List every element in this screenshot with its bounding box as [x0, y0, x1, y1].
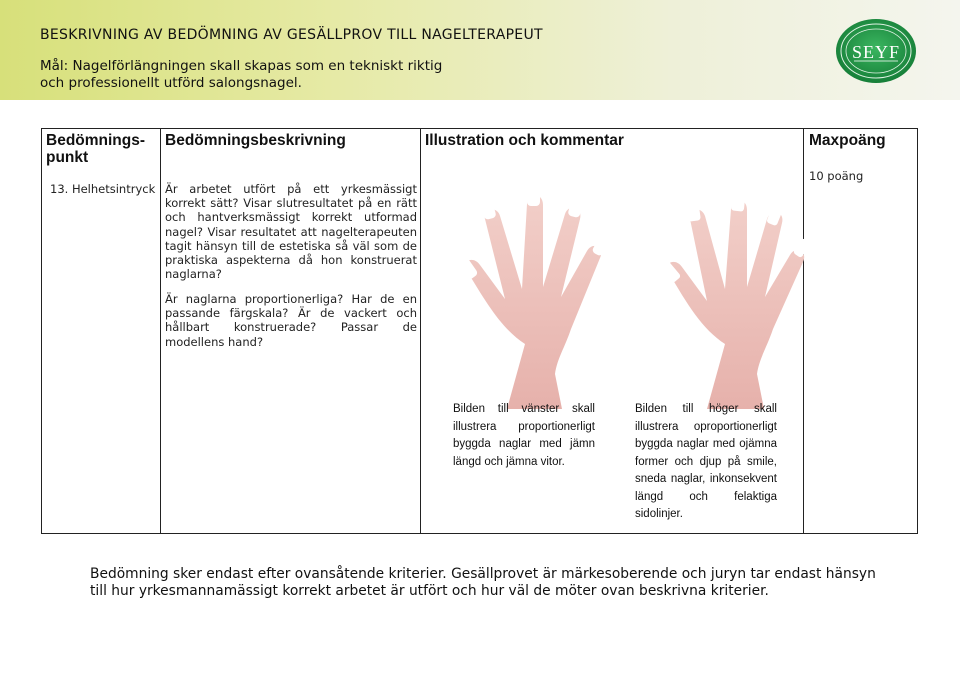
header-max: Maxpoäng — [809, 132, 886, 149]
row-point: 13. Helhetsintryck — [50, 182, 156, 196]
left-hand — [457, 184, 609, 409]
row-max-points: 10 poäng — [809, 169, 864, 183]
row-description-p1: Är arbetet utfört på ett yrkesmässigt korrekt sätt? Visar slutresultatet på en rätt och hantverksmässigt korrekt utformad nagel? Visar resultatet att nagelterapeuten tagit hänsyn till de estetiska så väl som de praktiska aspekterna då hon konstruerat naglarna? — [165, 182, 417, 282]
goal-line-1: Mål: Nagelförlängningen skall skapas som en tekniskt riktig — [40, 58, 443, 74]
assessment-table — [41, 128, 918, 534]
goal-text — [40, 58, 560, 92]
header-point: Bedömnings-punkt — [46, 132, 146, 166]
seyf-logo — [835, 17, 917, 85]
logo-text: SEYF — [851, 42, 901, 62]
row-description-p2: Är naglarna proportionerliga? Har de en passande färgskala? Är de vackert och hållbart konstruerade? Passar de modellens hand? — [165, 292, 417, 349]
column-divider — [420, 129, 421, 533]
footer-note: Bedömning sker endast efter ovansåtende kriterier. Gesällprovet är märkesoberende och juryn tar endast hänsyn till hur yrkesmannamässigt korrekt arbetet är utfört och hur väl de möter ovan beskrivna kriterier. — [90, 566, 876, 599]
goal-line-2: och professionellt utförd salongsnagel. — [40, 75, 302, 91]
column-divider — [160, 129, 161, 533]
right-hand — [657, 186, 811, 409]
caption-left: Bilden till vänster skall illustrera proportionerligt byggda naglar med jämn längd och jämna vitor. — [453, 403, 595, 468]
header-illustration: Illustration och kommentar — [425, 132, 624, 149]
hands-illustration — [447, 179, 837, 409]
header-description: Bedömningsbeskrivning — [165, 132, 346, 149]
document-title: BESKRIVNING AV BEDÖMNING AV GESÄLLPROV TILL NAGELTERAPEUT — [40, 27, 543, 43]
caption-right: Bilden till höger skall illustrera oproportionerligt byggda naglar med ojämna former och djup på smile, sneda naglar, inkonsekvent längd och felaktiga sidolinjer. — [635, 403, 777, 520]
